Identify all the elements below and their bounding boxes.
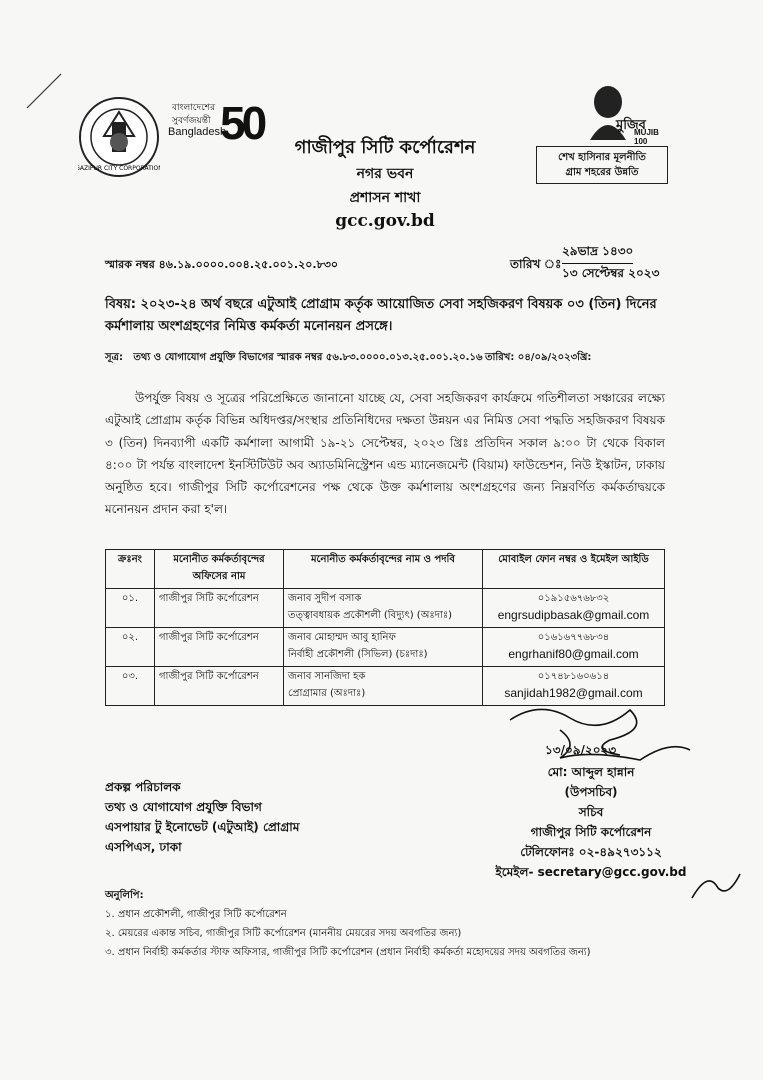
pen-mark	[25, 70, 65, 110]
org-title: গাজীপুর সিটি কর্পোরেশন	[294, 137, 476, 158]
table-header-row	[106, 550, 665, 589]
th-name: মনোনীত কর্মকর্তাবৃন্দের নাম ও পদবি	[284, 550, 483, 589]
subject-label: বিষয়:	[105, 297, 136, 312]
list-item: ২. মেয়রের একান্ত সচিব, গাজীপুর সিটি কর্পোরেশন (মাননীয় মেয়রের সদয় অবগতির জন্য)	[105, 928, 462, 939]
jubilee-logo: বাংলাদেশের সুবর্ণজয়ন্তী Bangladesh 50	[168, 97, 264, 149]
email: sanjidah1982@gmail.com	[504, 686, 643, 700]
signatory-designation: সচিব	[578, 805, 604, 819]
signature-date: ১৩/০৯/২০২৩	[545, 743, 617, 757]
copies-block	[105, 886, 591, 962]
table-row: ০৩. গাজীপুর সিটি কর্পোরেশন জনাব সানজিদা হক প্রোগ্রামার (অঃদাঃ) ০১৭৪৮১৬০৬১৪ sanjidah1982@gmail.com	[106, 667, 665, 706]
signatory-email: ইমেইল- secretary@gcc.gov.bd	[495, 865, 687, 879]
initials-signature	[688, 868, 744, 902]
body-paragraph: উপর্যুক্ত বিষয় ও সূত্রের পরিপ্রেক্ষিতে জানানো যাচ্ছে যে, সেবা সহজিকরণ কার্যক্রমে গতিশীলতা সঞ্চারের লক্ষ্যে এটুআই প্রোগ্রাম কর্তৃক বিভিন্ন অধিদপ্তর/সংস্থার প্রতিনিধিদের দক্ষতা উন্নয়ন এর নিমিত্ত সেবা পদ্ধতি সহজিকরণ বিষয়ক ৩ (তিন) দিনব্যাপী একটি কর্মশালা আগামী ১৯-২১ সেপ্টেম্বর, ২০২৩ খ্রিঃ প্রতিদিন সকাল ৯:০০ টা থেকে বিকাল ৪:০০ টা পর্যন্ত বাংলাদেশ ইনস্টিটিউট অব অ্যাডমিনিস্ট্রেশন এন্ড ম্যানেজমেন্ট (বিয়াম) ফাউন্ডেশন, নিউ ইস্কাটন, ঢাকায় অনুষ্ঠিত হবে। গাজীপুর সিটি কর্পোরেশনের পক্ষ থেকে উক্ত কর্মশালায় অংশগ্রহণের জন্য নিম্নবর্ণিত কর্মকর্তাদ্বয়কে মনোনয়ন প্রদান করা হ'ল।	[105, 391, 665, 517]
copies-label: অনুলিপি:	[105, 890, 144, 901]
logo-text: GAZIPUR CITY CORPORATION	[78, 165, 160, 172]
th-sl: ক্রঃনং	[106, 550, 155, 589]
org-section: প্রশাসন শাখা	[349, 190, 421, 206]
th-contact: মোবাইল ফোন নম্বর ও ইমেইল আইডি	[483, 550, 665, 589]
motto-box	[536, 146, 668, 184]
email: engrhanif80@gmail.com	[508, 647, 639, 661]
table-row: ০১. গাজীপুর সিটি কর্পোরেশন জনাব সুদীপ বসাক তত্ত্বাবধায়ক প্রকৌশলী (বিদ্যুৎ) (অঃদাঃ) ০১৯১৫৬৭৬৮৩২ engrsudipbasak@gmail.com	[106, 589, 665, 628]
email: engrsudipbasak@gmail.com	[497, 608, 650, 622]
org-website: gcc.gov.bd	[335, 211, 435, 231]
reference	[105, 350, 665, 367]
reference-text: তথ্য ও যোগাযোগ প্রযুক্তি বিভাগের স্মারক নম্বর ৫৬.৮৩.০০০০.০১৩.২৫.০০১.২০.১৬	[133, 352, 483, 363]
subject-text: ২০২৩-২৪ অর্থ বছরে এটুআই প্রোগ্রাম কর্তৃক আয়োজিত সেবা সহজিকরণ বিষয়ক ০৩ (তিন) দিনের কর্মশালায় অংশগ্রহণের নিমিত্ত কর্মকর্তা মনোনয়ন প্রসঙ্গে।	[105, 297, 657, 334]
nomination-table	[105, 549, 665, 706]
th-office: মনোনীত কর্মকর্তাবৃন্দের অফিসের নাম	[155, 550, 284, 589]
motto-line: শেখ হাসিনার মূলনীতি	[558, 152, 646, 163]
signatory-rank: (উপসচিব)	[564, 785, 618, 799]
signatory-block	[486, 762, 696, 882]
signatory-phone: টেলিফোনঃ ০২-৪৯২৭৩১১২	[520, 845, 662, 859]
table-row: ০২. গাজীপুর সিটি কর্পোরেশন জনাব মোহাম্মদ আবু হানিফ নির্বাহী প্রকৌশলী (সিভিল) (চঃদাঃ) ০১৬১৬৭৭৬৮৩৪ engrhanif80@gmail.com	[106, 628, 665, 667]
list-item: ১. প্রধান প্রকৌশলী, গাজীপুর সিটি কর্পোরেশন	[105, 909, 287, 920]
signatory-name: মো: আব্দুল হান্নান	[547, 765, 635, 779]
signatory-org: গাজীপুর সিটি কর্পোরেশন	[530, 825, 652, 839]
mujib-logo: মুজিব MUJIB 100	[576, 80, 668, 142]
org-subtitle: নগর ভবন	[356, 166, 414, 182]
recipient-block: প্রকল্প পরিচালক তথ্য ও যোগাযোগ প্রযুক্তি বিভাগ এসপায়ার টু ইনোভেট (এটুআই) প্রোগ্রাম এসপিএস, ঢাকা	[105, 780, 300, 854]
memo-number: স্মারক নম্বর ৪৬.১৯.০০০০.০০৪.২৫.০০১.২০.৮৩০	[105, 258, 339, 271]
motto-line: গ্রাম শহরের উন্নতি	[565, 167, 639, 178]
list-item: ৩. প্রধান নির্বাহী কর্মকর্তার স্টাফ অফিসার, গাজীপুর সিটি কর্পোরেশন (প্রধান নির্বাহী কর্মকর্তা মহোদয়ের সদয় অবগতির জন্য)	[105, 947, 591, 958]
reference-label: সূত্র:	[105, 352, 123, 363]
reference-date: তারিখ: ০৪/০৯/২০২৩খ্রি:	[485, 352, 592, 363]
gcc-logo	[78, 96, 160, 178]
subject	[105, 294, 665, 338]
